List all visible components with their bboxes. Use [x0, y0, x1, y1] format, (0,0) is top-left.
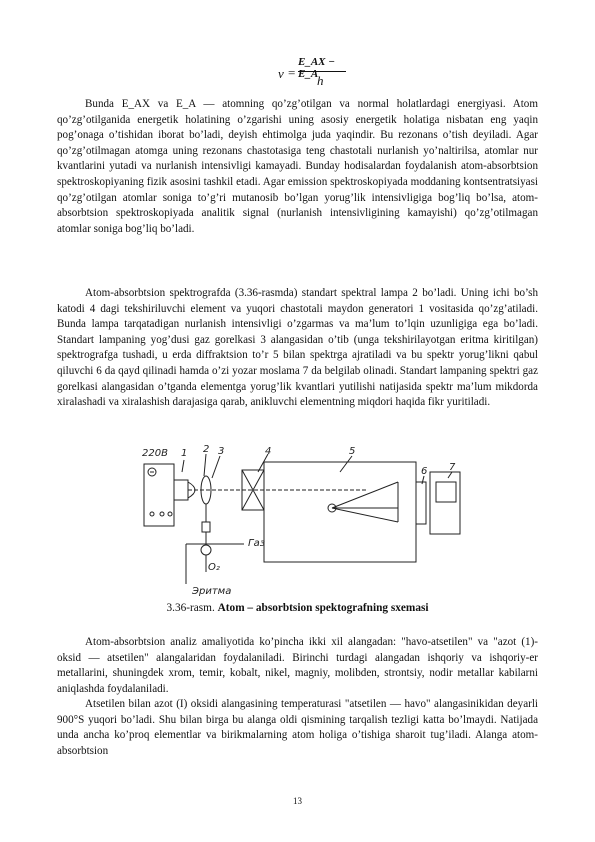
paragraph-2-text: Atom-absorbtsion spektrografda (3.36-rasmda) standart spektral lampa 2 bo’ladi. Uning ichi bo’sh katodi 4 dagi tekshiriluvchi element va yuqori chastotali maydon generatori 1 vositasida qo’zg’atiladi. Bunda lampa tarqatadigan nurlanish intensivligi o’zgarmas va ma’lum to’lqin uzunligiga ega bo’ladi. Standart lampaning yog’dusi gaz gorelkasi 3 alangasidan o’tib (unga tekshirilayotgan eritma kiritilgan) spektrografga tushadi, u erda diffraktsion to’r 5 bilan spektrga ajratiladi va bu spektr yorug’likni qabul qiluvchi 6 da qayd qilinadi hamda o’zi yozar moslama 7 da belgilab olinadi. Standart lampaning spektri gaz gorelkasi alangasidan o’tganda elementga yorug’lik kvantlari yutilishi natijasida spektr ma’lum mikdorda xiralashadi va xiralashish darajasiga qarab, anikluvchi elementning miqdori haqida fikr yuritiladi.	[57, 287, 538, 409]
paragraph-4	[57, 697, 538, 759]
caption-number: 3.36-rasm.	[166, 602, 215, 614]
label-gas: Газ	[248, 538, 266, 549]
label-3: 3	[218, 446, 225, 457]
figure-caption	[0, 602, 595, 614]
paragraph-1-text: Bunda E_AX va E_A — atomning qo’zg’otilgan va normal holatlardagi energiyasi. Atom qo’zg’otilganida energetik holatining o’zgarishi uning asosiy energetik holatiga nisbatan eng yaqin pog’onaga o’tishidan iborat bo’ladi, deyish ehtimolga juda yaqindir. Bu rezonans o’tish deyiladi. Agar qo’zg’otilmagan atomga uning rezonans chastotasiga teng chastotali nurlanish yo’naltirilsa, atomlar nur kvantlarini yutadi va nurlanish intensivligi kamayadi. Bunday hodisalardan foydalanish atom-absorbtsion spektroskopiyaning fizik asosini tashkil etadi. Agar emission spektroskopiyada moddaning kontsentratsiyasi qo’zg’otilgan atomlar soniga to’g’ri mutanosib bo’lgan yorug’lik intensivligiga bog’liq bo’lsa, atom-absorbtsion spektroskopiyada analitik signal (nurlanish intensivligining kamayishi) qo’zg’otilmagan atomlar soniga bog’liq bo’ladi.	[57, 98, 538, 235]
label-1: 1	[181, 448, 188, 459]
label-o2: O₂	[208, 562, 220, 573]
caption-title: Atom – absorbtsion spektografning sxemasi	[217, 602, 429, 614]
label-solution: Эритма	[192, 586, 232, 597]
paragraph-3	[57, 635, 538, 697]
label-220v: 220В	[142, 448, 168, 459]
spectrograph-schematic	[136, 442, 466, 597]
formula-equals: =	[288, 65, 296, 80]
spectrograph-diagram	[136, 442, 466, 597]
formula-fraction-bar	[298, 71, 346, 72]
label-7: 7	[449, 462, 456, 473]
paragraph-3-text: Atom-absorbtsion analiz amaliyotida ko’pincha ikki xil alangadan: "havo-atsetilen" va "azot (1)-oksid — atsetilen" alangalaridan foydalaniladi. Birinchi turdagi alangadan ishqoriy va ishqoriy-er metallarini, shuningdek xrom, temir, kobalt, nikel, magniy, molibden, strontsiy, nodir metallar kabilarni aniqlashda foydalaniladi.	[57, 636, 538, 695]
label-5: 5	[349, 446, 356, 457]
formula-lhs: v	[278, 66, 284, 81]
label-4: 4	[265, 446, 272, 457]
formula-denominator: h	[317, 73, 324, 88]
page-number: 13	[293, 796, 302, 806]
label-2: 2	[203, 444, 210, 455]
paragraph-2	[57, 286, 538, 411]
formula-numerator: E_AX − E_A	[298, 56, 335, 80]
paragraph-4-text: Atsetilen bilan azot (I) oksidi alangasining temperaturasi "atsetilen — havo" alangasinikidan deyarli 900°S yuqori bo’ladi. Shu bilan birga bu alanga oldi qismining tarqalish tezligi katta bo’lmaydi. Natijada unda ancha ko’proq elementlar va birikmalarning atom holiga o’tishiga sharoit tug’iladi. Alanga atom-absorbtsion	[57, 698, 538, 757]
label-6: 6	[421, 466, 428, 477]
frequency-formula	[262, 56, 352, 92]
paragraph-1	[57, 97, 538, 237]
